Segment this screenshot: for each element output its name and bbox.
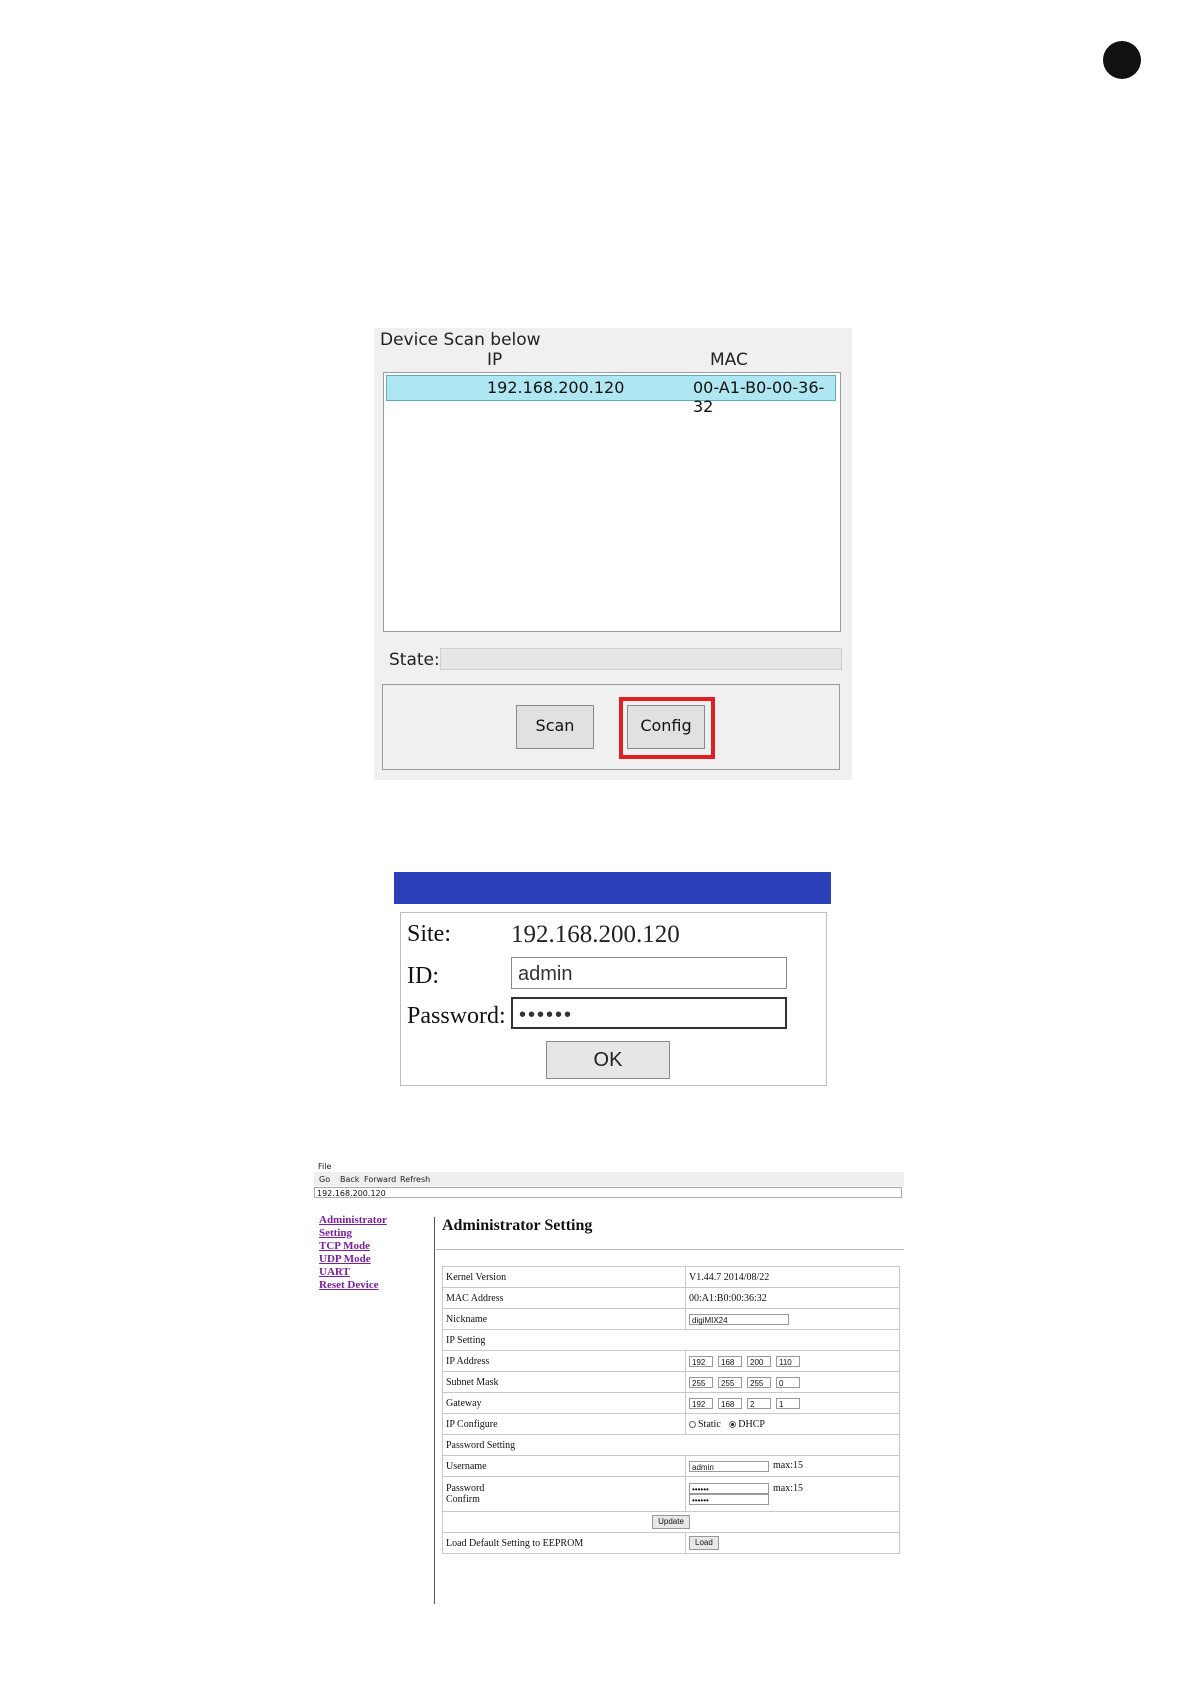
mac-value: 00:A1:B0:00:36:32 [686, 1288, 900, 1309]
ip-address-cell [686, 1351, 900, 1372]
confirm-input[interactable]: •••••• [689, 1494, 769, 1505]
login-form [400, 912, 827, 1086]
password-setting-header: Password Setting [443, 1435, 900, 1456]
gateway-cell [686, 1393, 900, 1414]
static-radio[interactable] [689, 1421, 696, 1428]
mask-octet-input[interactable]: 255 [747, 1377, 771, 1388]
table-row [443, 1512, 900, 1533]
gw-octet-input[interactable]: 1 [776, 1398, 800, 1409]
static-label: Static [698, 1418, 721, 1430]
subnet-mask-label: Subnet Mask [443, 1372, 686, 1393]
password-cell [686, 1477, 900, 1512]
load-default-label: Load Default Setting to EEPROM [443, 1533, 686, 1554]
load-cell [686, 1533, 900, 1554]
ip-octet-input[interactable]: 110 [776, 1356, 800, 1367]
table-row [443, 1288, 900, 1309]
config-button[interactable]: Config [627, 705, 705, 749]
admin-browser-window [314, 1162, 904, 1604]
password-input[interactable]: •••••• [689, 1483, 769, 1494]
site-value: 192.168.200.120 [511, 921, 680, 948]
table-row [443, 1435, 900, 1456]
go-button[interactable]: Go [319, 1175, 331, 1184]
password-input[interactable]: •••••• [511, 997, 787, 1029]
nickname-input[interactable]: digiMIX24 [689, 1314, 789, 1325]
refresh-button[interactable]: Refresh [400, 1175, 431, 1184]
login-window [394, 872, 831, 1090]
dhcp-label: DHCP [738, 1418, 765, 1430]
scan-title: Device Scan below [380, 330, 541, 350]
state-progress-bar [440, 648, 842, 670]
ip-octet-input[interactable]: 168 [718, 1356, 742, 1367]
settings-table [442, 1266, 900, 1554]
device-list[interactable] [383, 372, 841, 632]
nav-tcp-mode[interactable]: TCP Mode [319, 1240, 371, 1252]
password-max-note: max:15 [773, 1482, 803, 1494]
mask-octet-input[interactable]: 0 [776, 1377, 800, 1388]
table-row [443, 1456, 900, 1477]
device-ip: 192.168.200.120 [487, 378, 625, 397]
table-row [443, 1477, 900, 1512]
column-header-ip: IP [487, 350, 503, 370]
table-row [443, 1533, 900, 1554]
menu-file[interactable]: File [318, 1162, 332, 1171]
button-group [382, 684, 840, 770]
gw-octet-input[interactable]: 192 [689, 1398, 713, 1409]
id-label: ID: [407, 963, 439, 989]
username-cell [686, 1456, 900, 1477]
table-row [443, 1372, 900, 1393]
kernel-value: V1.44.7 2014/08/22 [686, 1267, 900, 1288]
state-label: State: [389, 650, 440, 670]
ip-address-label: IP Address [443, 1351, 686, 1372]
table-row [443, 1393, 900, 1414]
update-row [443, 1512, 900, 1533]
username-max-note: max:15 [773, 1460, 803, 1472]
update-button[interactable]: Update [652, 1515, 690, 1529]
ok-button[interactable]: OK [546, 1041, 670, 1079]
nav-setting[interactable]: Setting [319, 1227, 352, 1239]
nav-divider [434, 1217, 435, 1604]
subnet-mask-cell [686, 1372, 900, 1393]
forward-button[interactable]: Forward [364, 1175, 397, 1184]
dhcp-radio[interactable] [729, 1421, 736, 1428]
ip-configure-label: IP Configure [443, 1414, 686, 1435]
password-label: Password [446, 1483, 485, 1494]
nav-administrator[interactable]: Administrator [319, 1214, 387, 1226]
device-scan-window [374, 328, 852, 780]
username-input[interactable]: admin [689, 1461, 769, 1472]
scan-button[interactable]: Scan [516, 705, 594, 749]
browser-toolbar [314, 1172, 904, 1186]
table-row [443, 1414, 900, 1435]
mask-octet-input[interactable]: 255 [718, 1377, 742, 1388]
ip-setting-header: IP Setting [443, 1330, 900, 1351]
site-label: Site: [407, 921, 452, 947]
load-button[interactable]: Load [689, 1536, 719, 1550]
address-bar[interactable]: 192.168.200.120 [314, 1187, 902, 1198]
gw-octet-input[interactable]: 2 [747, 1398, 771, 1409]
nav-udp-mode[interactable]: UDP Mode [319, 1253, 371, 1265]
kernel-label: Kernel Version [443, 1267, 686, 1288]
username-label: Username [443, 1456, 686, 1477]
gw-octet-input[interactable]: 168 [718, 1398, 742, 1409]
id-input[interactable]: admin [511, 957, 787, 989]
ip-octet-input[interactable]: 192 [689, 1356, 713, 1367]
page-marker-icon [1103, 41, 1141, 79]
gateway-label: Gateway [443, 1393, 686, 1414]
table-row [443, 1330, 900, 1351]
password-confirm-labels [443, 1477, 686, 1512]
back-button[interactable]: Back [340, 1175, 360, 1184]
table-row [443, 1309, 900, 1330]
confirm-label: Confirm [446, 1494, 480, 1505]
device-row[interactable] [386, 375, 836, 416]
ip-octet-input[interactable]: 200 [747, 1356, 771, 1367]
column-header-mac: MAC [710, 350, 748, 370]
nickname-cell [686, 1309, 900, 1330]
mask-octet-input[interactable]: 255 [689, 1377, 713, 1388]
title-divider [436, 1249, 904, 1250]
page-title: Administrator Setting [442, 1217, 593, 1234]
table-row [443, 1351, 900, 1372]
nav-uart[interactable]: UART [319, 1266, 350, 1278]
mac-label: MAC Address [443, 1288, 686, 1309]
password-label: Password: [407, 1003, 506, 1029]
nav-reset-device[interactable]: Reset Device [319, 1279, 379, 1291]
nickname-label: Nickname [443, 1309, 686, 1330]
table-row [443, 1267, 900, 1288]
device-mac: 00-A1-B0-00-36-32 [693, 378, 825, 416]
login-title-bar [394, 872, 831, 904]
ip-configure-cell [686, 1414, 900, 1435]
